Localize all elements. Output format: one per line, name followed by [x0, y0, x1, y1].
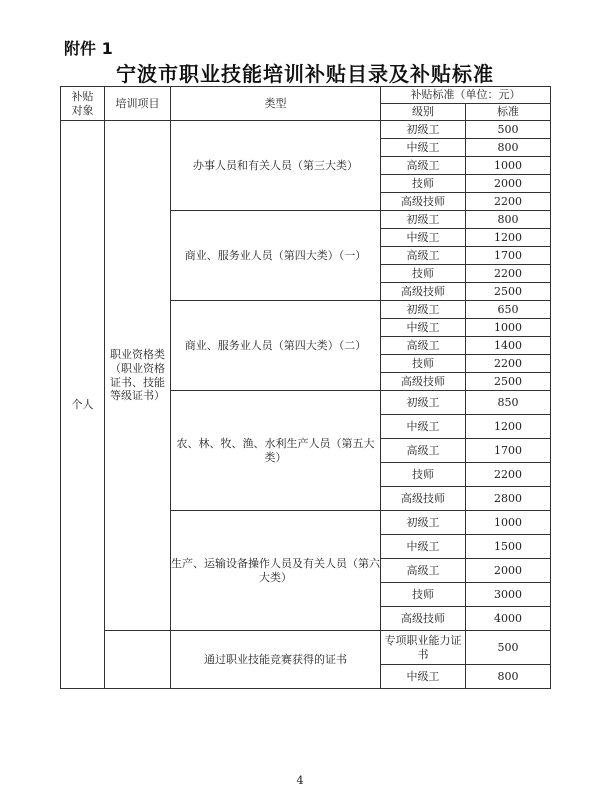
level-cell: 高级技师	[381, 607, 466, 631]
level-cell: 中级工	[381, 319, 466, 337]
value-cell: 2200	[466, 463, 551, 487]
value-cell: 1700	[466, 439, 551, 463]
table-row	[61, 121, 551, 139]
level-cell: 中级工	[381, 229, 466, 247]
level-cell: 中级工	[381, 139, 466, 157]
level-cell: 高级技师	[381, 283, 466, 301]
project-cell: 职业资格类（职业资格证书、技能等级证书）	[105, 121, 171, 631]
value-cell: 1400	[466, 337, 551, 355]
header-type: 类型	[171, 87, 381, 121]
value-cell: 1700	[466, 247, 551, 265]
level-cell: 初级工	[381, 211, 466, 229]
level-cell: 高级工	[381, 247, 466, 265]
header-standard: 标准	[466, 104, 551, 121]
level-cell: 高级技师	[381, 373, 466, 391]
value-cell: 2800	[466, 487, 551, 511]
level-cell: 高级工	[381, 439, 466, 463]
value-cell: 1200	[466, 415, 551, 439]
value-cell: 3000	[466, 583, 551, 607]
value-cell: 500	[466, 121, 551, 139]
value-cell: 2200	[466, 265, 551, 283]
value-cell: 800	[466, 211, 551, 229]
level-cell: 技师	[381, 175, 466, 193]
header-target: 补贴 对象	[61, 87, 105, 121]
level-cell: 高级技师	[381, 193, 466, 211]
target-cell: 个人	[61, 121, 105, 689]
value-cell: 4000	[466, 607, 551, 631]
level-cell: 技师	[381, 463, 466, 487]
type-cell: 农、林、牧、渔、水利生产人员（第五大类）	[171, 391, 381, 511]
level-cell: 中级工	[381, 665, 466, 689]
value-cell: 2000	[466, 175, 551, 193]
value-cell: 1000	[466, 319, 551, 337]
level-cell: 中级工	[381, 535, 466, 559]
level-cell: 技师	[381, 265, 466, 283]
value-cell: 1000	[466, 511, 551, 535]
value-cell: 800	[466, 139, 551, 157]
page-number: 4	[296, 774, 304, 787]
value-cell: 2000	[466, 559, 551, 583]
value-cell: 1200	[466, 229, 551, 247]
header-project: 培训项目	[105, 87, 171, 121]
value-cell: 650	[466, 301, 551, 319]
level-cell: 初级工	[381, 121, 466, 139]
table-row	[61, 631, 551, 665]
level-cell: 高级工	[381, 157, 466, 175]
type-cell: 办事人员和有关人员（第三大类）	[171, 121, 381, 211]
value-cell: 800	[466, 665, 551, 689]
type-cell: 通过职业技能竞赛获得的证书	[171, 631, 381, 689]
value-cell: 1000	[466, 157, 551, 175]
level-cell: 高级技师	[381, 487, 466, 511]
level-cell: 专项职业能力证书	[381, 631, 466, 665]
level-cell: 高级工	[381, 337, 466, 355]
level-cell: 技师	[381, 583, 466, 607]
level-cell: 初级工	[381, 511, 466, 535]
level-cell: 初级工	[381, 391, 466, 415]
type-cell: 生产、运输设备操作人员及有关人员（第六大类）	[171, 511, 381, 631]
type-cell: 商业、服务业人员（第四大类）（一）	[171, 211, 381, 301]
value-cell: 850	[466, 391, 551, 415]
value-cell: 2500	[466, 283, 551, 301]
attachment-label: 附件 1	[64, 39, 113, 58]
type-cell: 商业、服务业人员（第四大类）（二）	[171, 301, 381, 391]
header-standard-group: 补贴标准（单位：元）	[381, 87, 551, 104]
level-cell: 技师	[381, 355, 466, 373]
level-cell: 高级工	[381, 559, 466, 583]
header-level: 级别	[381, 104, 466, 121]
value-cell: 2200	[466, 355, 551, 373]
document-title: 宁波市职业技能培训补贴目录及补贴标准	[116, 62, 494, 86]
level-cell: 初级工	[381, 301, 466, 319]
value-cell: 1500	[466, 535, 551, 559]
project-cell-empty	[105, 631, 171, 689]
value-cell: 500	[466, 631, 551, 665]
value-cell: 2200	[466, 193, 551, 211]
level-cell: 中级工	[381, 415, 466, 439]
value-cell: 2500	[466, 373, 551, 391]
subsidy-table	[60, 86, 551, 689]
